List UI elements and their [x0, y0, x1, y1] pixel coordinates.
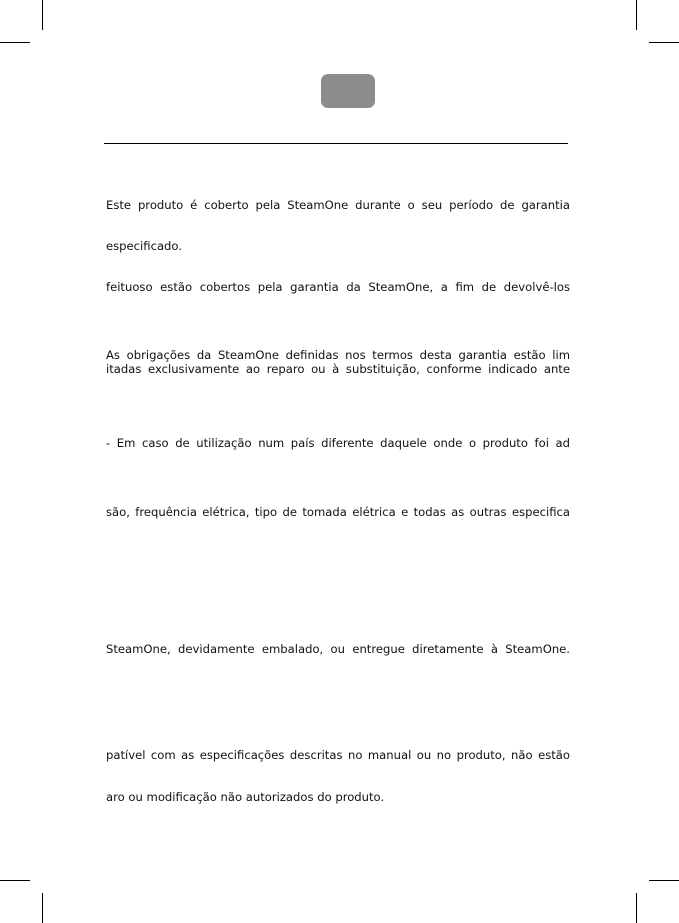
text-line-1: Este produto é coberto pela SteamOne durante o seu período de garantia — [106, 198, 570, 212]
text-line-4: As obrigações da SteamOne definidas nos termos desta garantia estão lim — [106, 348, 570, 362]
text-line-3: feituoso estão cobertos pela garantia da SteamOne, a fim de devolvê-los — [106, 280, 570, 294]
text-line-8: SteamOne, devidamente embalado, ou entregue diretamente à SteamOne. — [106, 642, 570, 656]
crop-mark-top-right-horizontal — [649, 42, 679, 43]
crop-mark-bottom-right-horizontal — [649, 880, 679, 881]
text-line-2: especificado. — [106, 239, 182, 253]
crop-mark-bottom-right-vertical — [636, 893, 637, 923]
crop-mark-top-left-vertical — [42, 0, 43, 30]
header-rule — [104, 143, 568, 144]
crop-mark-bottom-left-vertical — [42, 893, 43, 923]
text-line-7: são, frequência elétrica, tipo de tomada elétrica e todas as outras especifica — [106, 505, 570, 519]
text-line-5: itadas exclusivamente ao reparo ou à substituição, conforme indicado ante — [106, 362, 570, 376]
text-line-9: patível com as especificações descritas no manual ou no produto, não estão — [106, 748, 570, 762]
crop-mark-bottom-left-horizontal — [0, 880, 30, 881]
crop-mark-top-left-horizontal — [0, 42, 30, 43]
header-tab — [321, 74, 375, 108]
text-line-10: aro ou modificação não autorizados do produto. — [106, 790, 385, 804]
text-line-6: - Em caso de utilização num país diferente daquele onde o produto foi ad — [106, 436, 570, 450]
crop-mark-top-right-vertical — [636, 0, 637, 30]
